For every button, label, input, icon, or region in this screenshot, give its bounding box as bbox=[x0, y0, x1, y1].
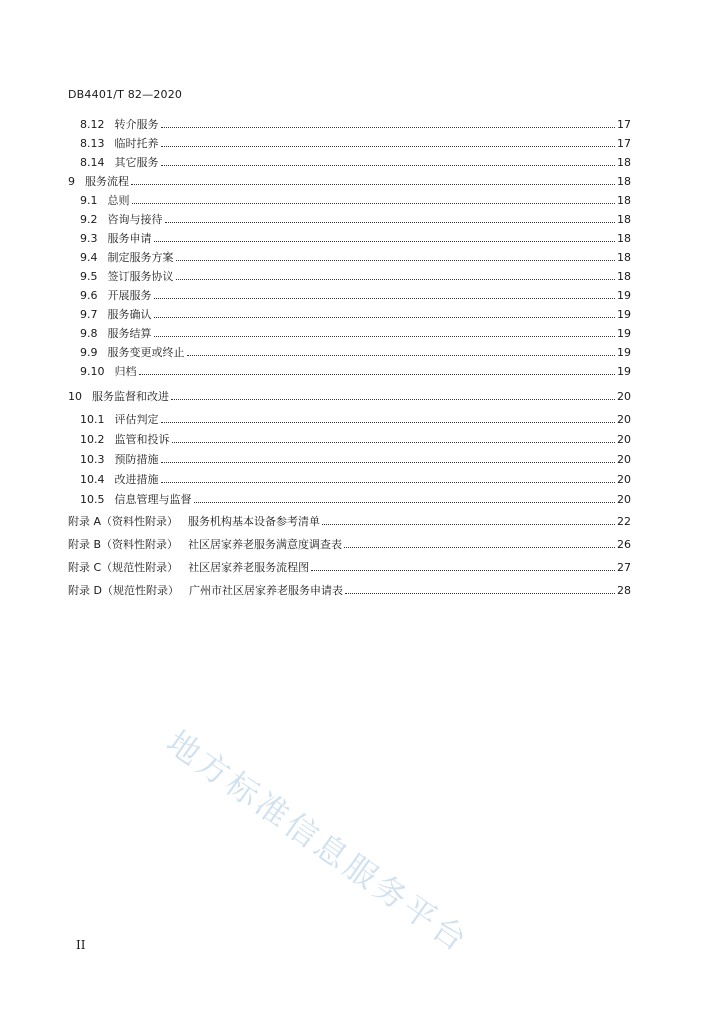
toc-entry[interactable] bbox=[68, 491, 631, 507]
toc-entry-page: 19 bbox=[617, 365, 631, 378]
toc-entry[interactable] bbox=[68, 211, 631, 227]
toc-leader-dots bbox=[161, 461, 616, 463]
toc-entry-number: 9.9 bbox=[80, 346, 98, 359]
toc-entry[interactable] bbox=[68, 116, 631, 132]
toc-entry-number: 9.5 bbox=[80, 270, 98, 283]
toc-entry-title: 总则 bbox=[107, 194, 130, 207]
toc-entry-page: 19 bbox=[617, 308, 631, 321]
toc-entry-number: 附录 D（规范性附录） bbox=[68, 584, 179, 597]
toc-leader-dots bbox=[176, 259, 616, 261]
toc-leader-dots bbox=[172, 441, 616, 443]
toc-entry-page: 20 bbox=[617, 473, 631, 486]
toc-leader-dots bbox=[322, 523, 615, 525]
toc-entry-page: 26 bbox=[617, 538, 631, 551]
toc-entry-number: 附录 C（规范性附录） bbox=[68, 561, 179, 574]
toc-entry-title: 其它服务 bbox=[114, 156, 159, 169]
toc-leader-dots bbox=[311, 569, 615, 571]
toc-entry[interactable] bbox=[68, 513, 631, 529]
toc-entry[interactable] bbox=[68, 451, 631, 467]
toc-entry[interactable] bbox=[68, 344, 631, 360]
toc-entry-title: 服务流程 bbox=[85, 175, 129, 188]
toc-leader-dots bbox=[154, 297, 616, 299]
toc-entry[interactable] bbox=[68, 135, 631, 151]
toc-entry-title: 改进措施 bbox=[114, 473, 159, 486]
toc-entry-title: 服务申请 bbox=[107, 232, 152, 245]
toc-leader-dots bbox=[154, 240, 616, 242]
toc-leader-dots bbox=[154, 335, 616, 337]
toc-leader-dots bbox=[171, 398, 615, 400]
toc-entry-number: 9.10 bbox=[80, 365, 105, 378]
toc-entry-page: 20 bbox=[617, 453, 631, 466]
toc-entry-number: 9.2 bbox=[80, 213, 98, 226]
toc-entry-number: 9.8 bbox=[80, 327, 98, 340]
toc-entry-title: 预防措施 bbox=[114, 453, 159, 466]
toc-entry-number: 9 bbox=[68, 175, 75, 188]
toc-entry-page: 17 bbox=[617, 137, 631, 150]
toc-entry[interactable] bbox=[68, 411, 631, 427]
toc-entry-number: 8.13 bbox=[80, 137, 105, 150]
toc-leader-dots bbox=[161, 164, 616, 166]
toc-entry[interactable] bbox=[68, 268, 631, 284]
toc-entry-title: 服务监督和改进 bbox=[92, 390, 169, 403]
toc-entry-page: 20 bbox=[617, 413, 631, 426]
toc-entry-number: 9.7 bbox=[80, 308, 98, 321]
toc-leader-dots bbox=[187, 354, 616, 356]
toc-leader-dots bbox=[161, 126, 616, 128]
toc-entry-page: 18 bbox=[617, 232, 631, 245]
toc-entry-number: 10 bbox=[68, 390, 82, 403]
toc-entry-page: 20 bbox=[617, 390, 631, 403]
toc-leader-dots bbox=[344, 546, 615, 548]
toc-entry[interactable] bbox=[68, 536, 631, 552]
document-code: DB4401/T 82—2020 bbox=[68, 88, 183, 101]
toc-entry-page: 18 bbox=[617, 175, 631, 188]
toc-leader-dots bbox=[165, 221, 616, 223]
toc-entry[interactable] bbox=[68, 363, 631, 379]
toc-entry[interactable] bbox=[68, 230, 631, 246]
toc-entry-page: 18 bbox=[617, 156, 631, 169]
toc-entry-title: 开展服务 bbox=[107, 289, 152, 302]
toc-leader-dots bbox=[345, 592, 615, 594]
toc-entry[interactable] bbox=[68, 582, 631, 598]
toc-entry-title: 服务确认 bbox=[107, 308, 152, 321]
toc-entry[interactable] bbox=[68, 249, 631, 265]
toc-entry[interactable] bbox=[68, 388, 631, 404]
toc-entry-title: 服务变更或终止 bbox=[107, 346, 185, 359]
toc-entry-page: 18 bbox=[617, 270, 631, 283]
toc-entry-number: 10.3 bbox=[80, 453, 105, 466]
toc-entry-number: 8.12 bbox=[80, 118, 105, 131]
toc-leader-dots bbox=[132, 202, 616, 204]
toc-entry-title: 签订服务协议 bbox=[107, 270, 174, 283]
toc-leader-dots bbox=[176, 278, 616, 280]
toc-entry-number: 10.5 bbox=[80, 493, 105, 506]
toc-entry-title: 制定服务方案 bbox=[107, 251, 174, 264]
toc-entry[interactable] bbox=[68, 154, 631, 170]
toc-entry-page: 19 bbox=[617, 346, 631, 359]
toc-entry[interactable] bbox=[68, 431, 631, 447]
toc-entry-number: 9.1 bbox=[80, 194, 98, 207]
toc-entry-title: 服务结算 bbox=[107, 327, 152, 340]
toc-entry-title: 监管和投诉 bbox=[114, 433, 170, 446]
toc-entry-number: 10.1 bbox=[80, 413, 105, 426]
toc-entry-number: 9.6 bbox=[80, 289, 98, 302]
toc-entry-number: 10.2 bbox=[80, 433, 105, 446]
toc-leader-dots bbox=[194, 501, 616, 503]
toc-leader-dots bbox=[161, 421, 616, 423]
toc-entry[interactable] bbox=[68, 287, 631, 303]
watermark-text: 地方标准信息服务平台 bbox=[159, 722, 477, 961]
toc-entry-page: 20 bbox=[617, 433, 631, 446]
toc-entry-page: 17 bbox=[617, 118, 631, 131]
toc-entry-title: 信息管理与监督 bbox=[114, 493, 192, 506]
toc-leader-dots bbox=[161, 145, 616, 147]
toc-entry-page: 19 bbox=[617, 289, 631, 302]
toc-leader-dots bbox=[131, 183, 615, 185]
toc-entry[interactable] bbox=[68, 559, 631, 575]
toc-entry-title: 服务机构基本设备参考清单 bbox=[188, 515, 321, 528]
toc-entry-title: 咨询与接待 bbox=[107, 213, 163, 226]
toc-entry-page: 18 bbox=[617, 194, 631, 207]
toc-entry[interactable] bbox=[68, 192, 631, 208]
toc-entry-page: 18 bbox=[617, 213, 631, 226]
page-number: II bbox=[76, 938, 86, 952]
toc-entry-page: 27 bbox=[617, 561, 631, 574]
toc-entry-number: 附录 A（资料性附录） bbox=[68, 515, 179, 528]
toc-entry[interactable] bbox=[68, 325, 631, 341]
toc-entry[interactable] bbox=[68, 471, 631, 487]
toc-entry-number: 附录 B（资料性附录） bbox=[68, 538, 179, 551]
toc-entry-title: 广州市社区居家养老服务申请表 bbox=[188, 584, 343, 597]
toc-entry-page: 20 bbox=[617, 493, 631, 506]
toc-entry-title: 转介服务 bbox=[114, 118, 159, 131]
toc-entry-title: 归档 bbox=[114, 365, 137, 378]
toc-entry[interactable] bbox=[68, 173, 631, 189]
toc-leader-dots bbox=[161, 481, 616, 483]
toc-leader-dots bbox=[139, 373, 616, 375]
toc-entry-page: 28 bbox=[617, 584, 631, 597]
toc-leader-dots bbox=[154, 316, 616, 318]
toc-entry-title: 社区居家养老服务流程图 bbox=[188, 561, 310, 574]
toc-entry-number: 8.14 bbox=[80, 156, 105, 169]
toc-entry-title: 社区居家养老服务满意度调查表 bbox=[188, 538, 343, 551]
toc-entry-number: 9.3 bbox=[80, 232, 98, 245]
toc-entry-number: 10.4 bbox=[80, 473, 105, 486]
toc-entry-title: 临时托养 bbox=[114, 137, 159, 150]
toc-entry-title: 评估判定 bbox=[114, 413, 159, 426]
toc-entry-page: 18 bbox=[617, 251, 631, 264]
toc-entry-page: 19 bbox=[617, 327, 631, 340]
toc-entry-page: 22 bbox=[617, 515, 631, 528]
toc-entry-number: 9.4 bbox=[80, 251, 98, 264]
toc-entry[interactable] bbox=[68, 306, 631, 322]
